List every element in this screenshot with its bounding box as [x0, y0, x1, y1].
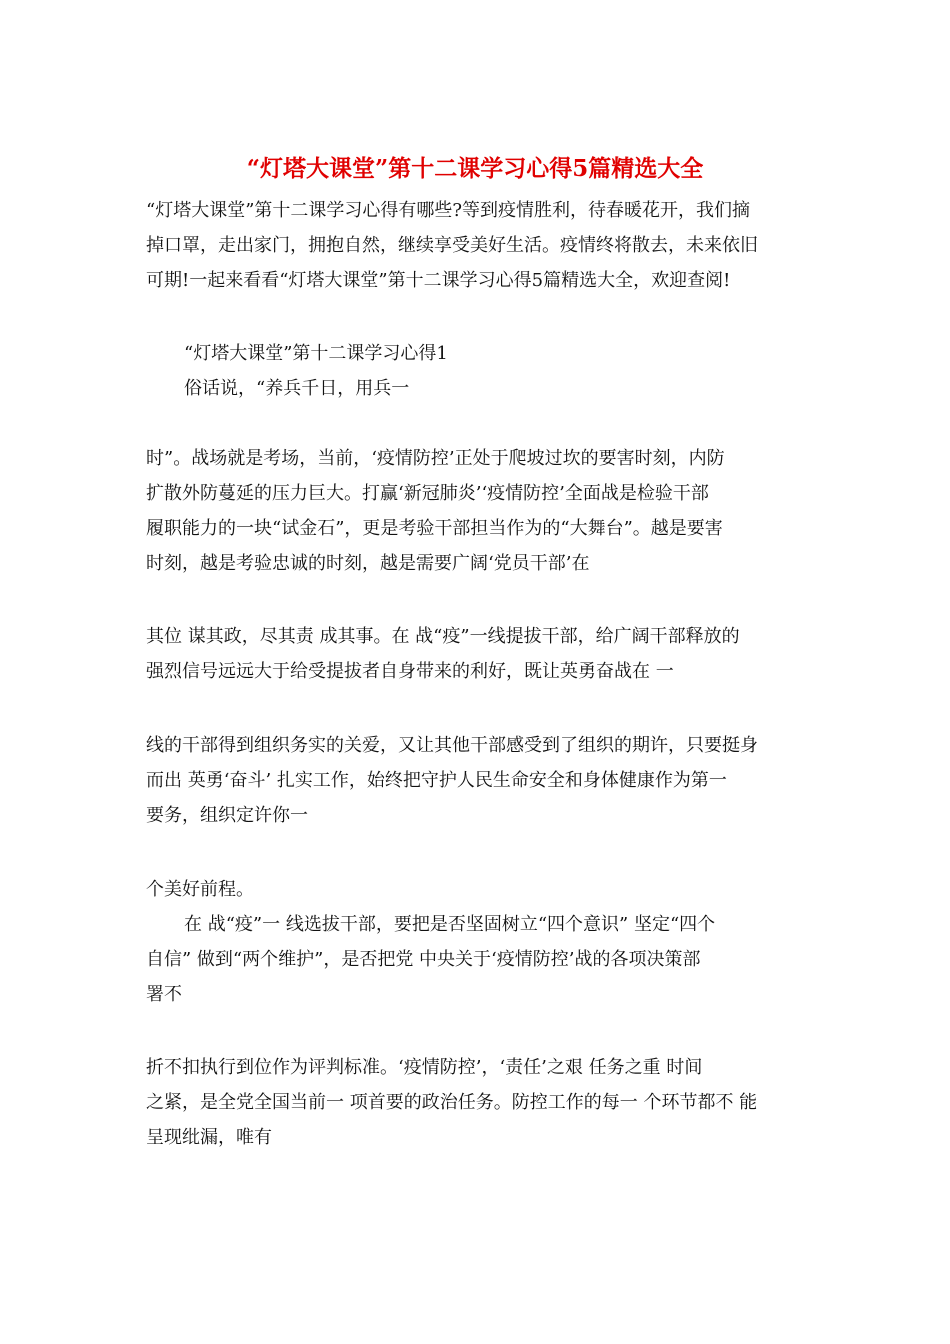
paragraph-line: 之紧，是全党全国当前一 项首要的政治任务。防控工作的每一 个环节都不 能 [146, 1092, 758, 1113]
paragraph-line: 时”。战场就是考场，当前，‘疫情防控’正处于爬坡过坎的要害时刻，内防 [146, 448, 725, 469]
paragraph-line: 要务，组织定许你一 [146, 805, 308, 826]
paragraph-line: 呈现纰漏，唯有 [146, 1127, 272, 1148]
paragraph-line: 其位 谋其政，尽其责 成其事。在 战“疫”一线提拔干部，给广阔干部释放的 [146, 626, 740, 647]
paragraph-line: 折不扣执行到位作为评判标准。‘疫情防控’，‘责任’之艰 任务之重 时间 [146, 1057, 703, 1078]
intro-line-2: 掉口罩，走出家门，拥抱自然，继续享受美好生活。疫情终将散去，未来依旧 [146, 235, 758, 256]
paragraph-line: 线的干部得到组织务实的关爱，又让其他干部感受到了组织的期许，只要挺身 [146, 735, 758, 756]
paragraph-line: 扩散外防蔓延的压力巨大。打赢‘新冠肺炎’‘疫情防控’全面战是检验干部 [146, 483, 709, 504]
paragraph-line: 俗话说，“养兵千日，用兵一 [184, 378, 410, 399]
paragraph-line: 个美好前程。 [146, 879, 254, 900]
paragraph-line: 自信” 做到“两个维护”，是否把党 中央关于‘疫情防控’战的各项决策部 [146, 949, 701, 970]
intro-line-1: “灯塔大课堂”第十二课学习心得有哪些?等到疫情胜利，待春暖花开，我们摘 [146, 200, 751, 221]
paragraph-line: 署不 [146, 984, 182, 1005]
paragraph-line: 强烈信号远远大于给受提拔者自身带来的利好，既让英勇奋战在 一 [146, 661, 674, 682]
section-heading-1: “灯塔大课堂”第十二课学习心得1 [184, 343, 448, 364]
intro-line-3: 可期!一起来看看“灯塔大课堂”第十二课学习心得5篇精选大全，欢迎查阅! [146, 270, 731, 291]
paragraph-line: 而出 英勇‘奋斗’ 扎实工作，始终把守护人民生命安全和身体健康作为第一 [146, 770, 727, 791]
document-title: “灯塔大课堂”第十二课学习心得5篇精选大全 [246, 155, 704, 182]
paragraph-line: 在 战“疫”一 线选拔干部，要把是否坚固树立“四个意识” 坚定“四个 [184, 914, 716, 935]
paragraph-line: 时刻，越是考验忠诚的时刻，越是需要广阔‘党员干部’在 [146, 553, 590, 574]
paragraph-line: 履职能力的一块“试金石”，更是考验干部担当作为的“大舞台”。越是要害 [146, 518, 723, 539]
